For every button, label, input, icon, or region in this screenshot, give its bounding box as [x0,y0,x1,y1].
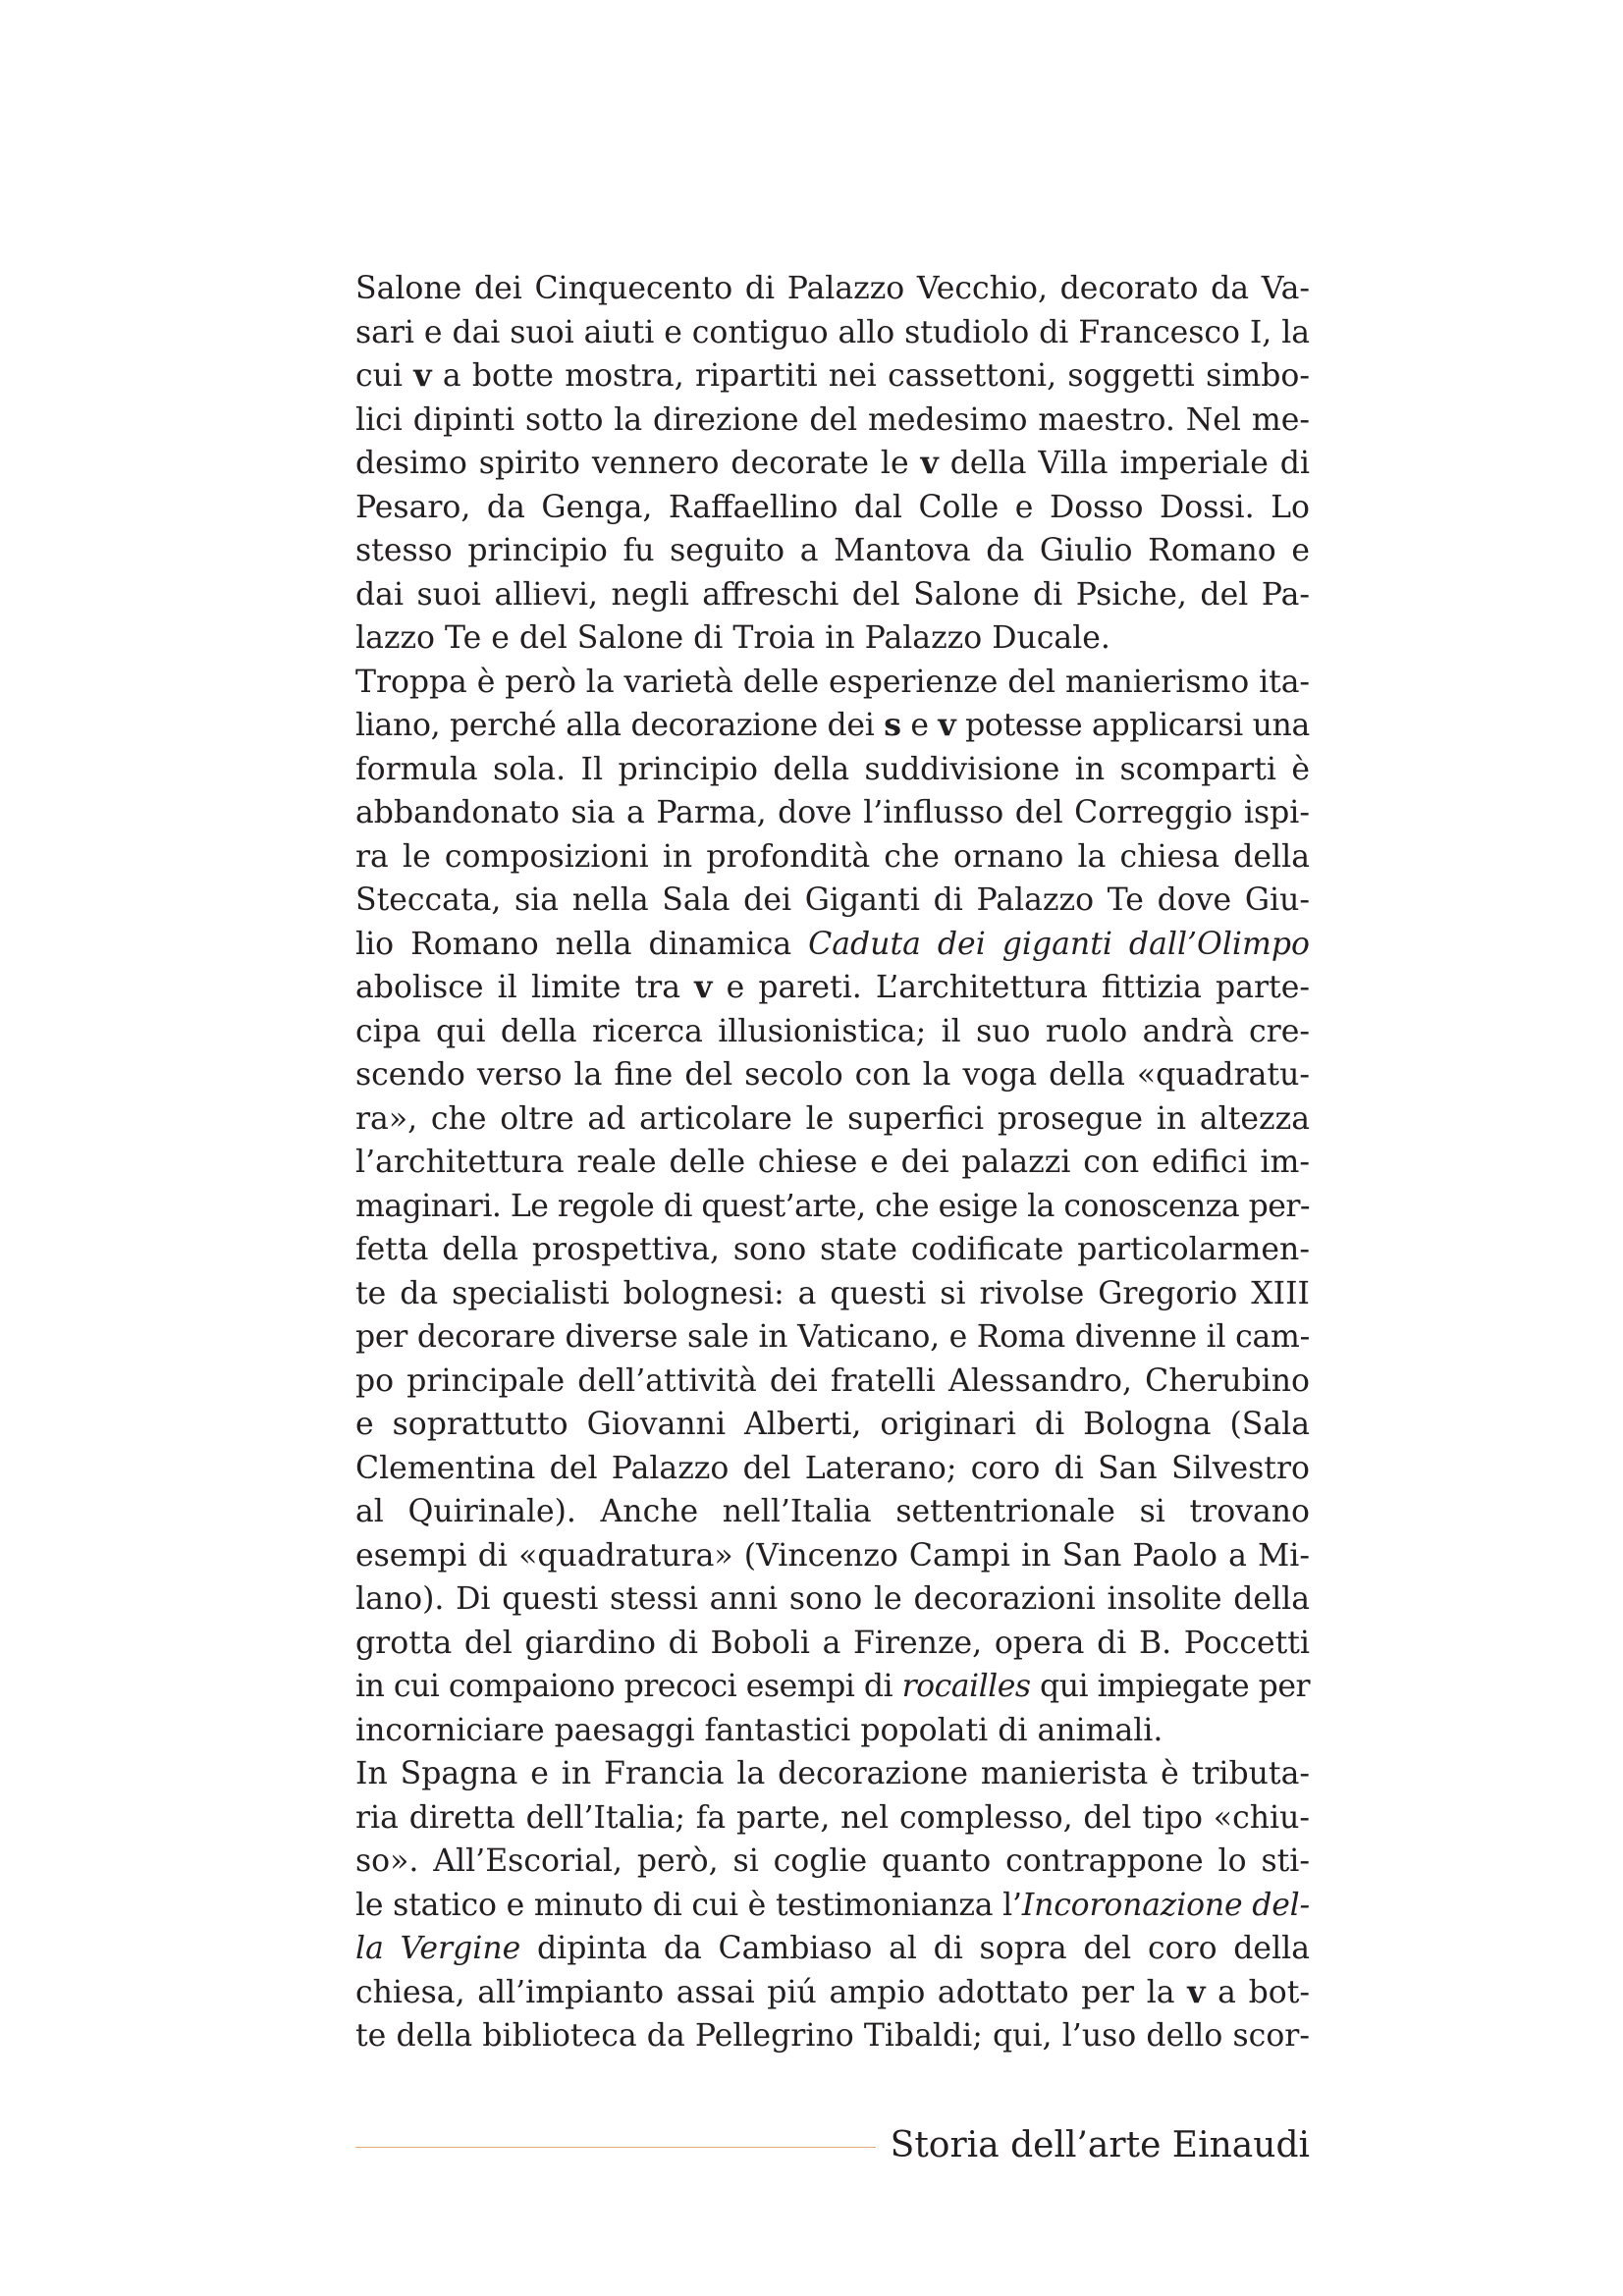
text-run: al Quirinale). Anche nell’Italia settentrionale si trovano [355,1494,1310,1529]
text-run: le statico e minuto di cui è testimonianza l’ [355,1887,1022,1923]
bold-term: s [884,707,901,743]
text-line [355,1403,1310,1447]
text-line [355,1053,1310,1097]
text-line [355,1796,1310,1841]
text-line [355,1665,1310,1709]
text-run: abbandonato sia a Parma, dove l’influsso del Correggio ispi- [355,795,1310,830]
text-run: abolisce il limite tra [355,970,695,1005]
text-run: desimo spirito vennero decorate le [355,446,921,481]
text-run: l’architettura reale delle chiese e dei palazzi con edifici im- [355,1145,1310,1180]
text-line [355,791,1310,835]
text-run: maginari. Le regole di quest’arte, che esige la conoscenza per- [355,1188,1310,1224]
text-run: in cui compaiono precoci esempi di [355,1669,902,1704]
text-run: e [900,708,939,743]
footer-rule [355,2147,876,2148]
text-line [355,486,1310,530]
text-run: a botte mostra, ripartiti nei cassettoni, soggetti simbo- [431,358,1310,394]
text-line [355,1272,1310,1316]
italic-title: rocailles [901,1669,1031,1704]
text-run: sari e dai suoi aiuti e contiguo allo studiolo di Francesco I, la [355,314,1310,350]
text-run: a bot- [1205,1974,1310,2010]
text-line [355,748,1310,792]
text-run: lazzo Te e del Salone di Troia in Palazzo Ducale. [355,620,1110,656]
text-line [355,1577,1310,1622]
text-run: della Villa imperiale di [938,446,1310,481]
bold-term: v [1187,1973,1206,2010]
text-run: In Spagna e in Francia la decorazione manierista è tributa- [355,1756,1310,1791]
text-run: formula sola. Il principio della suddivisione in scomparti è [355,751,1310,787]
text-run: ria diretta dell’Italia; fa parte, nel complesso, del tipo «chiu- [355,1799,1310,1836]
italic-title: Incoronazione del- [1021,1887,1311,1923]
text-line [355,1840,1310,1884]
text-run: ra le composizioni in profondità che ornano la chiesa della [355,838,1310,875]
text-line [355,1315,1310,1360]
body-text [355,267,1310,2058]
text-run: dipinta da Cambiaso al di sopra del coro della [520,1931,1311,1966]
text-line [355,1360,1310,1404]
text-line [355,1010,1310,1054]
text-line [355,1927,1310,1971]
text-run: ra», che oltre ad articolare le superfici prosegue in altezza [355,1100,1310,1137]
text-run: stesso principio fu seguito a Mantova da Giulio Romano e [355,533,1310,568]
italic-title: Caduta dei giganti dall’Olimpo [808,926,1310,962]
text-run: e soprattutto Giovanni Alberti, originari di Bologna (Sala [355,1407,1310,1442]
text-line [355,1752,1310,1796]
text-line [355,966,1310,1010]
text-run: Clementina del Palazzo del Laterano; coro di San Silvestro [355,1450,1310,1486]
text-line [355,1490,1310,1534]
footer-title: Storia dell’arte Einaudi [890,2125,1310,2165]
text-line [355,1141,1310,1185]
text-run: chiesa, all’impianto assai piú ampio adottato per la [355,1974,1188,2010]
text-run: po principale dell’attività dei fratelli Alessandro, Cherubino [355,1362,1310,1399]
text-run: cipa qui della ricerca illusionistica; il suo ruolo andrà cre- [355,1013,1310,1049]
text-line [355,311,1310,355]
text-run: e pareti. L’architettura fittizia parte- [712,970,1310,1005]
text-run: lio Romano nella dinamica [355,926,809,962]
bold-term: v [413,357,432,394]
text-line [355,879,1310,923]
text-run: scendo verso la fine del secolo con la voga della «quadratu- [355,1057,1310,1093]
text-run: esempi di «quadratura» (Vincenzo Campi in San Paolo a Mi- [355,1537,1310,1574]
text-line [355,1622,1310,1666]
text-line [355,267,1310,311]
text-run: liano, perché alla decorazione dei [355,708,885,743]
text-run: grotta del giardino di Boboli a Firenze, opera di B. Poccetti [355,1625,1310,1661]
text-run: so». All’Escorial, però, si coglie quanto contrappone lo sti- [355,1843,1310,1879]
bold-term: v [694,969,713,1005]
text-line [355,1709,1310,1753]
text-run: cui [355,358,414,394]
bold-term: v [938,707,956,743]
text-run: per decorare diverse sale in Vaticano, e Roma divenne il cam- [355,1319,1310,1355]
text-line [355,661,1310,705]
text-line [355,1097,1310,1142]
text-line [355,399,1310,443]
text-run: incorniciare paesaggi fantastici popolati di animali. [355,1712,1163,1748]
text-line [355,573,1310,617]
text-run: dai suoi allievi, negli affreschi del Salone di Psiche, del Pa- [355,576,1310,613]
text-run: Troppa è però la varietà delle esperienze del manierismo ita- [355,664,1310,700]
text-run: te della biblioteca da Pellegrino Tibaldi; qui, l’uso dello scor- [355,2018,1310,2054]
text-run: Pesaro, da Genga, Raffaellino dal Colle e Dosso Dossi. Lo [355,489,1310,525]
text-run: Steccata, sia nella Sala dei Giganti di Palazzo Te dove Giu- [355,882,1310,918]
text-line [355,1884,1310,1928]
text-line [355,1228,1310,1272]
text-line [355,1447,1310,1491]
text-line [355,616,1310,661]
text-line [355,1971,1310,2015]
text-line [355,835,1310,880]
text-line [355,442,1310,486]
text-run: qui impiegate per [1030,1669,1311,1704]
text-line [355,529,1310,573]
text-line [355,923,1310,967]
text-run: Salone dei Cinquecento di Palazzo Vecchio, decorato da Va- [355,271,1310,306]
text-run: te da specialisti bolognesi: a questi si rivolse Gregorio XIII [355,1275,1310,1311]
bold-term: v [920,445,939,481]
italic-title: la Vergine [355,1931,521,1966]
text-run: lici dipinti sotto la direzione del medesimo maestro. Nel me- [355,401,1310,438]
text-line [355,1534,1310,1578]
text-run: fetta della prospettiva, sono state codificate particolarmen- [355,1232,1310,1267]
text-run: potesse applicarsi una [955,708,1310,743]
text-line [355,704,1310,748]
text-run: lano). Di questi stessi anni sono le decorazioni insolite della [355,1581,1310,1617]
text-line [355,2014,1310,2058]
text-line [355,354,1310,399]
text-line [355,1185,1310,1229]
